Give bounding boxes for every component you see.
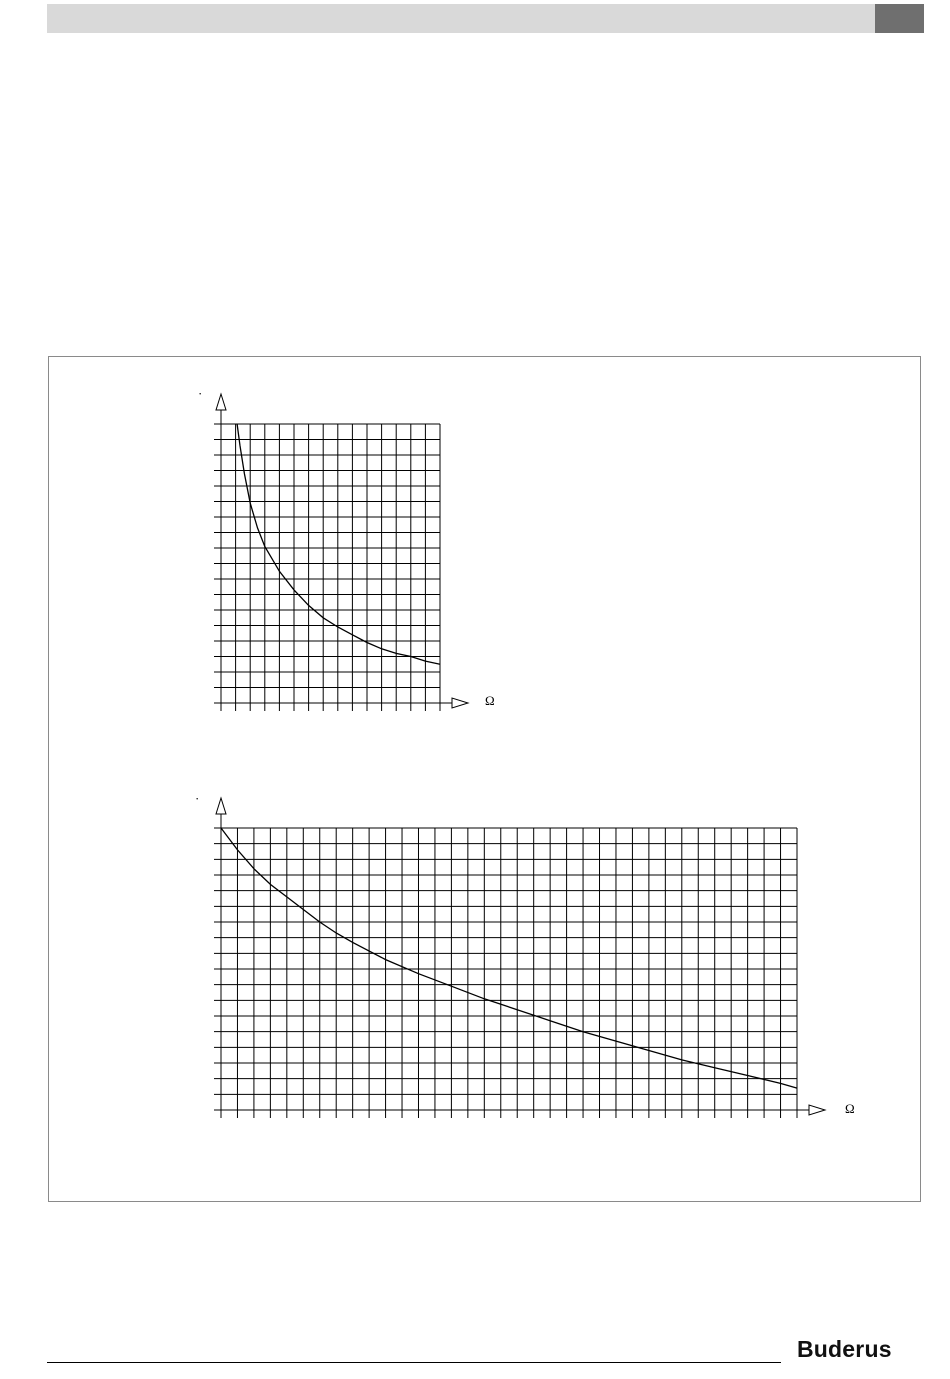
chart-2-curve-2-line <box>221 828 797 1088</box>
chart-1-x-unit-label: Ω <box>485 693 495 708</box>
chart-2-y-label-mark: · <box>195 791 200 806</box>
chart-2-x-unit-label: Ω <box>845 1101 855 1116</box>
chart-1-y-label-mark: · <box>198 386 203 401</box>
chart-1-x-arrow-icon <box>452 698 468 708</box>
chart-1-curve-1-line <box>237 424 440 664</box>
chart-2-y-arrow-icon <box>216 798 226 814</box>
footer-rule <box>47 1362 781 1363</box>
chart-1-y-arrow-icon <box>216 394 226 410</box>
chart-2-x-arrow-icon <box>809 1105 825 1115</box>
buderus-logo: Buderus <box>797 1336 892 1362</box>
